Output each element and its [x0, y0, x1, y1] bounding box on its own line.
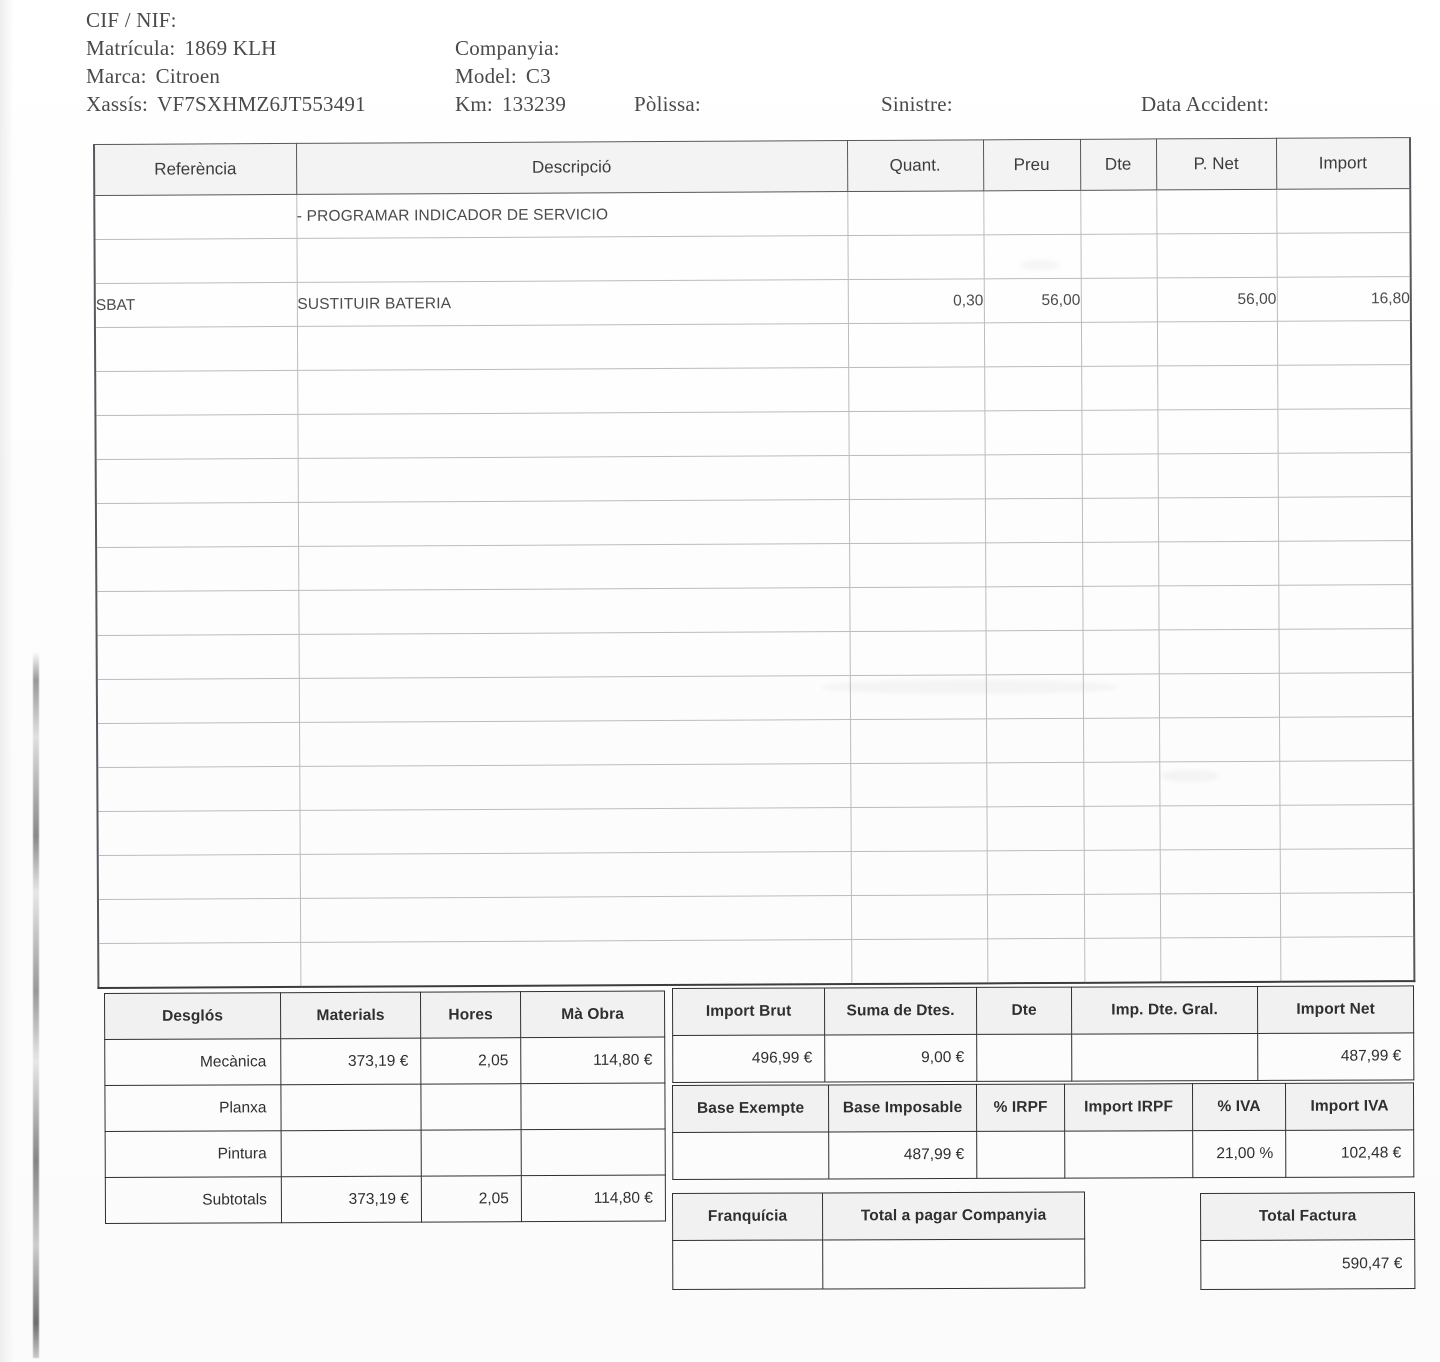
cell-preu: [986, 674, 1083, 719]
cell-ma-obra: 114,80 €: [521, 1175, 665, 1222]
cell-referencia: [96, 458, 298, 503]
column-header-suma-de-dtes: Suma de Dtes.: [825, 987, 977, 1035]
table-row: [97, 717, 1413, 768]
column-header-import-net: Import Net: [1257, 986, 1413, 1034]
marca-label: Marca:: [86, 64, 147, 88]
table-row: [97, 805, 1413, 856]
cell-preu: [985, 498, 1082, 543]
table-row: [98, 893, 1414, 944]
desglos-row: [105, 1083, 665, 1131]
model-value: C3: [525, 64, 551, 88]
sinistre-label: Sinistre:: [881, 92, 953, 116]
cell-import: [1277, 321, 1411, 366]
cell-import: [1279, 805, 1413, 850]
column-header-imp-dte-gral: Imp. Dte. Gral.: [1071, 986, 1257, 1034]
table-row: [95, 233, 1411, 284]
cell-preu: [985, 586, 1082, 631]
cell-quantitat: [849, 455, 985, 500]
cell-referencia: [95, 326, 297, 371]
column-header-total-pagar-companyia: Total a pagar Companyia: [823, 1192, 1085, 1240]
table-row: [97, 761, 1413, 812]
cell-p-net: [1160, 849, 1280, 894]
column-header-import-iva: Import IVA: [1285, 1083, 1413, 1130]
table-row: [95, 321, 1411, 372]
cell-materials: 373,19 €: [281, 1176, 421, 1223]
column-header-dte-gral: Dte: [976, 987, 1071, 1034]
desglos-row: [105, 1129, 665, 1177]
cell-dte: [1082, 498, 1158, 542]
column-header-franquicia: Franquícia: [673, 1193, 823, 1241]
cell-quantitat: [850, 807, 986, 852]
cell-quantitat: [847, 235, 983, 280]
cell-preu: 56,00: [984, 278, 1081, 323]
table-row: [98, 937, 1414, 988]
cell-quantitat: [849, 543, 985, 588]
cell-desglos-name: Mecànica: [105, 1039, 281, 1086]
table-row: [97, 673, 1413, 724]
cell-import: [1278, 585, 1412, 630]
table-row: [96, 585, 1412, 636]
brut-header-row: [673, 986, 1414, 1036]
column-header-p-net: P. Net: [1156, 138, 1276, 190]
cell-hores: [421, 1130, 521, 1176]
cell-dte: [1082, 454, 1158, 498]
cell-dte: [1083, 762, 1159, 806]
cell-descripcio: [299, 720, 850, 767]
cell-dte: [1084, 850, 1160, 894]
cell-preu: [983, 234, 1080, 279]
scan-left-edge-shadow: [0, 0, 14, 1362]
desglos-header-row: [105, 991, 665, 1039]
cell-descripcio: [299, 632, 850, 679]
column-header-import-irpf: Import IRPF: [1064, 1084, 1192, 1131]
cell-quantitat: [851, 851, 987, 896]
cell-referencia: [97, 810, 299, 855]
cell-descripcio: [299, 808, 850, 855]
cell-import: [1280, 937, 1414, 982]
cell-import: [1279, 629, 1413, 674]
cell-p-net: [1160, 937, 1280, 982]
value-import-net: 487,99 €: [1258, 1033, 1414, 1081]
cell-import: [1280, 849, 1414, 894]
data-accident-label: Data Accident:: [1141, 92, 1270, 116]
cell-referencia: SBAT: [95, 282, 297, 327]
table-row: [94, 189, 1410, 240]
cell-dte: [1083, 674, 1159, 718]
cell-p-net: [1156, 233, 1276, 278]
items-table-header-row: [94, 138, 1410, 196]
value-suma-de-dtes: 9,00 €: [825, 1034, 977, 1082]
desglos-body: [105, 1037, 666, 1223]
cell-quantitat: [850, 719, 986, 764]
cell-materials: [281, 1130, 421, 1177]
cell-p-net: [1158, 585, 1278, 630]
cell-preu: [986, 718, 1083, 763]
matricula-label: Matrícula:: [86, 36, 176, 60]
cell-import: [1279, 717, 1413, 762]
table-row: [98, 849, 1414, 900]
column-header-quantitat: Quant.: [847, 140, 983, 192]
cell-referencia: [97, 722, 299, 767]
cell-descripcio: - PROGRAMAR INDICADOR DE SERVICIO: [296, 192, 847, 239]
cell-dte: [1083, 718, 1159, 762]
xassis-label: Xassís:: [86, 92, 149, 116]
cell-preu: [987, 894, 1084, 939]
column-header-total-factura: Total Factura: [1201, 1193, 1415, 1241]
base-value-row: [673, 1130, 1414, 1180]
header-row-cif: [86, 6, 1386, 34]
polissa-label: Pòlissa:: [634, 92, 701, 116]
cell-import: [1276, 233, 1410, 278]
cell-p-net: [1157, 409, 1277, 454]
cell-quantitat: [850, 675, 986, 720]
cell-import: [1280, 893, 1414, 938]
value-total-factura: 590,47 €: [1201, 1240, 1415, 1290]
value-total-pagar-companyia: [823, 1239, 1085, 1289]
cell-dte: [1084, 894, 1160, 938]
cell-descripcio: [297, 412, 848, 459]
cell-quantitat: [850, 631, 986, 676]
cell-import: [1279, 761, 1413, 806]
header-row-xassis: [86, 90, 1386, 118]
cell-hores: 2,05: [421, 1038, 521, 1084]
cell-p-net: [1159, 629, 1279, 674]
cell-p-net: [1158, 453, 1278, 498]
franquicia-table: [672, 1192, 1085, 1290]
import-brut-table: [672, 985, 1414, 1083]
cell-desglos-name: Pintura: [105, 1131, 281, 1178]
desglos-summary-table: [104, 991, 666, 1224]
items-table-body: [94, 189, 1414, 988]
column-header-import: Import: [1276, 138, 1410, 190]
cell-p-net: [1159, 717, 1279, 762]
xassis-value: VF7SXHMZ6JT553491: [157, 92, 366, 116]
brut-value-row: [673, 1033, 1414, 1083]
km-label: Km:: [455, 92, 493, 116]
value-import-irpf: [1065, 1131, 1193, 1178]
column-header-hores: Hores: [420, 992, 520, 1038]
cell-preu: [985, 454, 1082, 499]
column-header-materials: Materials: [281, 992, 421, 1039]
cell-desglos-name: Subtotals: [105, 1177, 281, 1224]
value-base-imposable: 487,99 €: [829, 1131, 977, 1179]
km-value: 133239: [501, 92, 567, 116]
cell-descripcio: [299, 676, 850, 723]
cell-preu: [987, 850, 1084, 895]
total-value-row: [1201, 1240, 1415, 1290]
cell-p-net: [1156, 189, 1276, 234]
cell-descripcio: [298, 456, 849, 503]
cell-import: [1278, 497, 1412, 542]
table-row: [95, 409, 1411, 460]
cell-referencia: [97, 634, 299, 679]
cell-dte: [1081, 322, 1157, 366]
cell-dte: [1080, 234, 1156, 278]
cell-referencia: [98, 854, 300, 899]
cell-quantitat: [848, 367, 984, 412]
cell-import: [1278, 453, 1412, 498]
value-pct-iva: 21,00 %: [1193, 1130, 1286, 1177]
value-pct-irpf: [977, 1131, 1065, 1178]
cell-ma-obra: 114,80 €: [521, 1037, 665, 1084]
column-header-preu: Preu: [983, 139, 1080, 191]
cell-import: 16,80: [1277, 277, 1411, 322]
table-row: [96, 453, 1412, 504]
column-header-pct-irpf: % IRPF: [976, 1084, 1064, 1131]
cell-dte: [1082, 586, 1158, 630]
table-row: [95, 277, 1411, 328]
cell-import: [1277, 365, 1411, 410]
cell-referencia: [97, 678, 299, 723]
cell-referencia: [96, 590, 298, 635]
cell-preu: [984, 410, 1081, 455]
column-header-referencia: Referència: [94, 143, 296, 195]
cell-referencia: [98, 942, 300, 988]
cell-p-net: [1158, 497, 1278, 542]
cell-p-net: [1159, 673, 1279, 718]
cell-descripcio: [298, 588, 849, 635]
cell-hores: [421, 1084, 521, 1130]
cell-referencia: [96, 546, 298, 591]
cell-quantitat: [849, 587, 985, 632]
cell-import: [1277, 409, 1411, 454]
cell-referencia: [97, 766, 299, 811]
cell-quantitat: [851, 895, 987, 940]
value-import-brut: 496,99 €: [673, 1035, 825, 1083]
cell-p-net: 56,00: [1157, 277, 1277, 322]
vehicle-header: [86, 6, 1386, 118]
desglos-row: [105, 1175, 665, 1223]
cell-referencia: [96, 502, 298, 547]
cell-referencia: [95, 370, 297, 415]
cell-preu: [985, 542, 1082, 587]
cell-dte: [1083, 806, 1159, 850]
cell-quantitat: [848, 411, 984, 456]
cell-dte: [1080, 190, 1156, 234]
cell-dte: [1084, 938, 1160, 983]
value-dte-gral: [977, 1034, 1072, 1081]
desglos-row: [105, 1037, 665, 1085]
value-import-iva: 102,48 €: [1286, 1130, 1414, 1177]
cell-quantitat: [847, 191, 983, 236]
cell-p-net: [1158, 541, 1278, 586]
cif-nif-label: CIF / NIF:: [86, 8, 177, 32]
cell-materials: [281, 1084, 421, 1131]
header-row-matricula: [86, 34, 1386, 62]
value-base-exempte: [673, 1132, 829, 1180]
cell-preu: [983, 190, 1080, 235]
column-header-ma-obra: Mà Obra: [520, 991, 664, 1038]
cell-dte: [1081, 278, 1157, 322]
cell-quantitat: [848, 323, 984, 368]
cell-referencia: [94, 194, 296, 239]
cell-descripcio: [300, 896, 851, 943]
cell-p-net: [1157, 321, 1277, 366]
base-imposable-table: [672, 1082, 1414, 1180]
franquicia-header-row: [673, 1192, 1085, 1240]
cell-quantitat: [851, 939, 987, 984]
cell-descripcio: [297, 324, 848, 371]
cell-quantitat: [849, 499, 985, 544]
table-row: [96, 541, 1412, 592]
cell-descripcio: [299, 764, 850, 811]
table-row: [96, 497, 1412, 548]
cell-preu: [986, 762, 1083, 807]
total-factura-table: [1200, 1192, 1415, 1290]
base-header-row: [673, 1083, 1414, 1133]
companyia-label: Companyia:: [455, 36, 560, 60]
cell-preu: [986, 806, 1083, 851]
scan-streak-artifact: [33, 652, 39, 1358]
value-imp-dte-gral: [1072, 1033, 1258, 1081]
cell-desglos-name: Planxa: [105, 1085, 281, 1132]
table-row: [97, 629, 1413, 680]
cell-p-net: [1159, 761, 1279, 806]
model-label: Model:: [455, 64, 517, 88]
franquicia-value-row: [673, 1239, 1085, 1289]
cell-dte: [1081, 410, 1157, 454]
cell-p-net: [1157, 365, 1277, 410]
column-header-dte: Dte: [1080, 139, 1156, 190]
cell-quantitat: 0,30: [848, 279, 984, 324]
items-table: [93, 137, 1415, 989]
value-franquicia: [673, 1240, 823, 1290]
cell-import: [1279, 673, 1413, 718]
header-row-marca: [86, 62, 1386, 90]
column-header-base-exempte: Base Exempte: [673, 1085, 829, 1133]
cell-descripcio: [298, 544, 849, 591]
cell-quantitat: [850, 763, 986, 808]
cell-descripcio: [297, 368, 848, 415]
cell-import: [1276, 189, 1410, 234]
cell-p-net: [1160, 893, 1280, 938]
cell-descripcio: [296, 236, 847, 283]
column-header-pct-iva: % IVA: [1192, 1083, 1285, 1130]
cell-preu: [984, 366, 1081, 411]
matricula-value: 1869 KLH: [184, 36, 277, 60]
cell-import: [1278, 541, 1412, 586]
cell-referencia: [95, 238, 297, 283]
cell-referencia: [95, 414, 297, 459]
cell-materials: 373,19 €: [281, 1038, 421, 1085]
cell-preu: [986, 630, 1083, 675]
cell-ma-obra: [521, 1083, 665, 1130]
cell-p-net: [1159, 805, 1279, 850]
column-header-desglos: Desglós: [105, 993, 281, 1040]
cell-descripcio: SUSTITUIR BATERIA: [297, 280, 848, 327]
cell-preu: [987, 938, 1084, 983]
cell-descripcio: [300, 940, 851, 987]
cell-descripcio: [298, 500, 849, 547]
cell-dte: [1081, 366, 1157, 410]
cell-dte: [1082, 542, 1158, 586]
column-header-descripcio: Descripció: [296, 141, 847, 195]
cell-referencia: [98, 898, 300, 943]
column-header-import-brut: Import Brut: [673, 988, 825, 1036]
cell-ma-obra: [521, 1129, 665, 1176]
marca-value: Citroen: [155, 64, 221, 88]
cell-preu: [984, 322, 1081, 367]
cell-descripcio: [300, 852, 851, 899]
cell-dte: [1083, 630, 1159, 674]
cell-hores: 2,05: [421, 1176, 521, 1222]
table-row: [95, 365, 1411, 416]
column-header-base-imposable: Base Imposable: [829, 1084, 977, 1132]
total-header-row: [1201, 1193, 1415, 1241]
